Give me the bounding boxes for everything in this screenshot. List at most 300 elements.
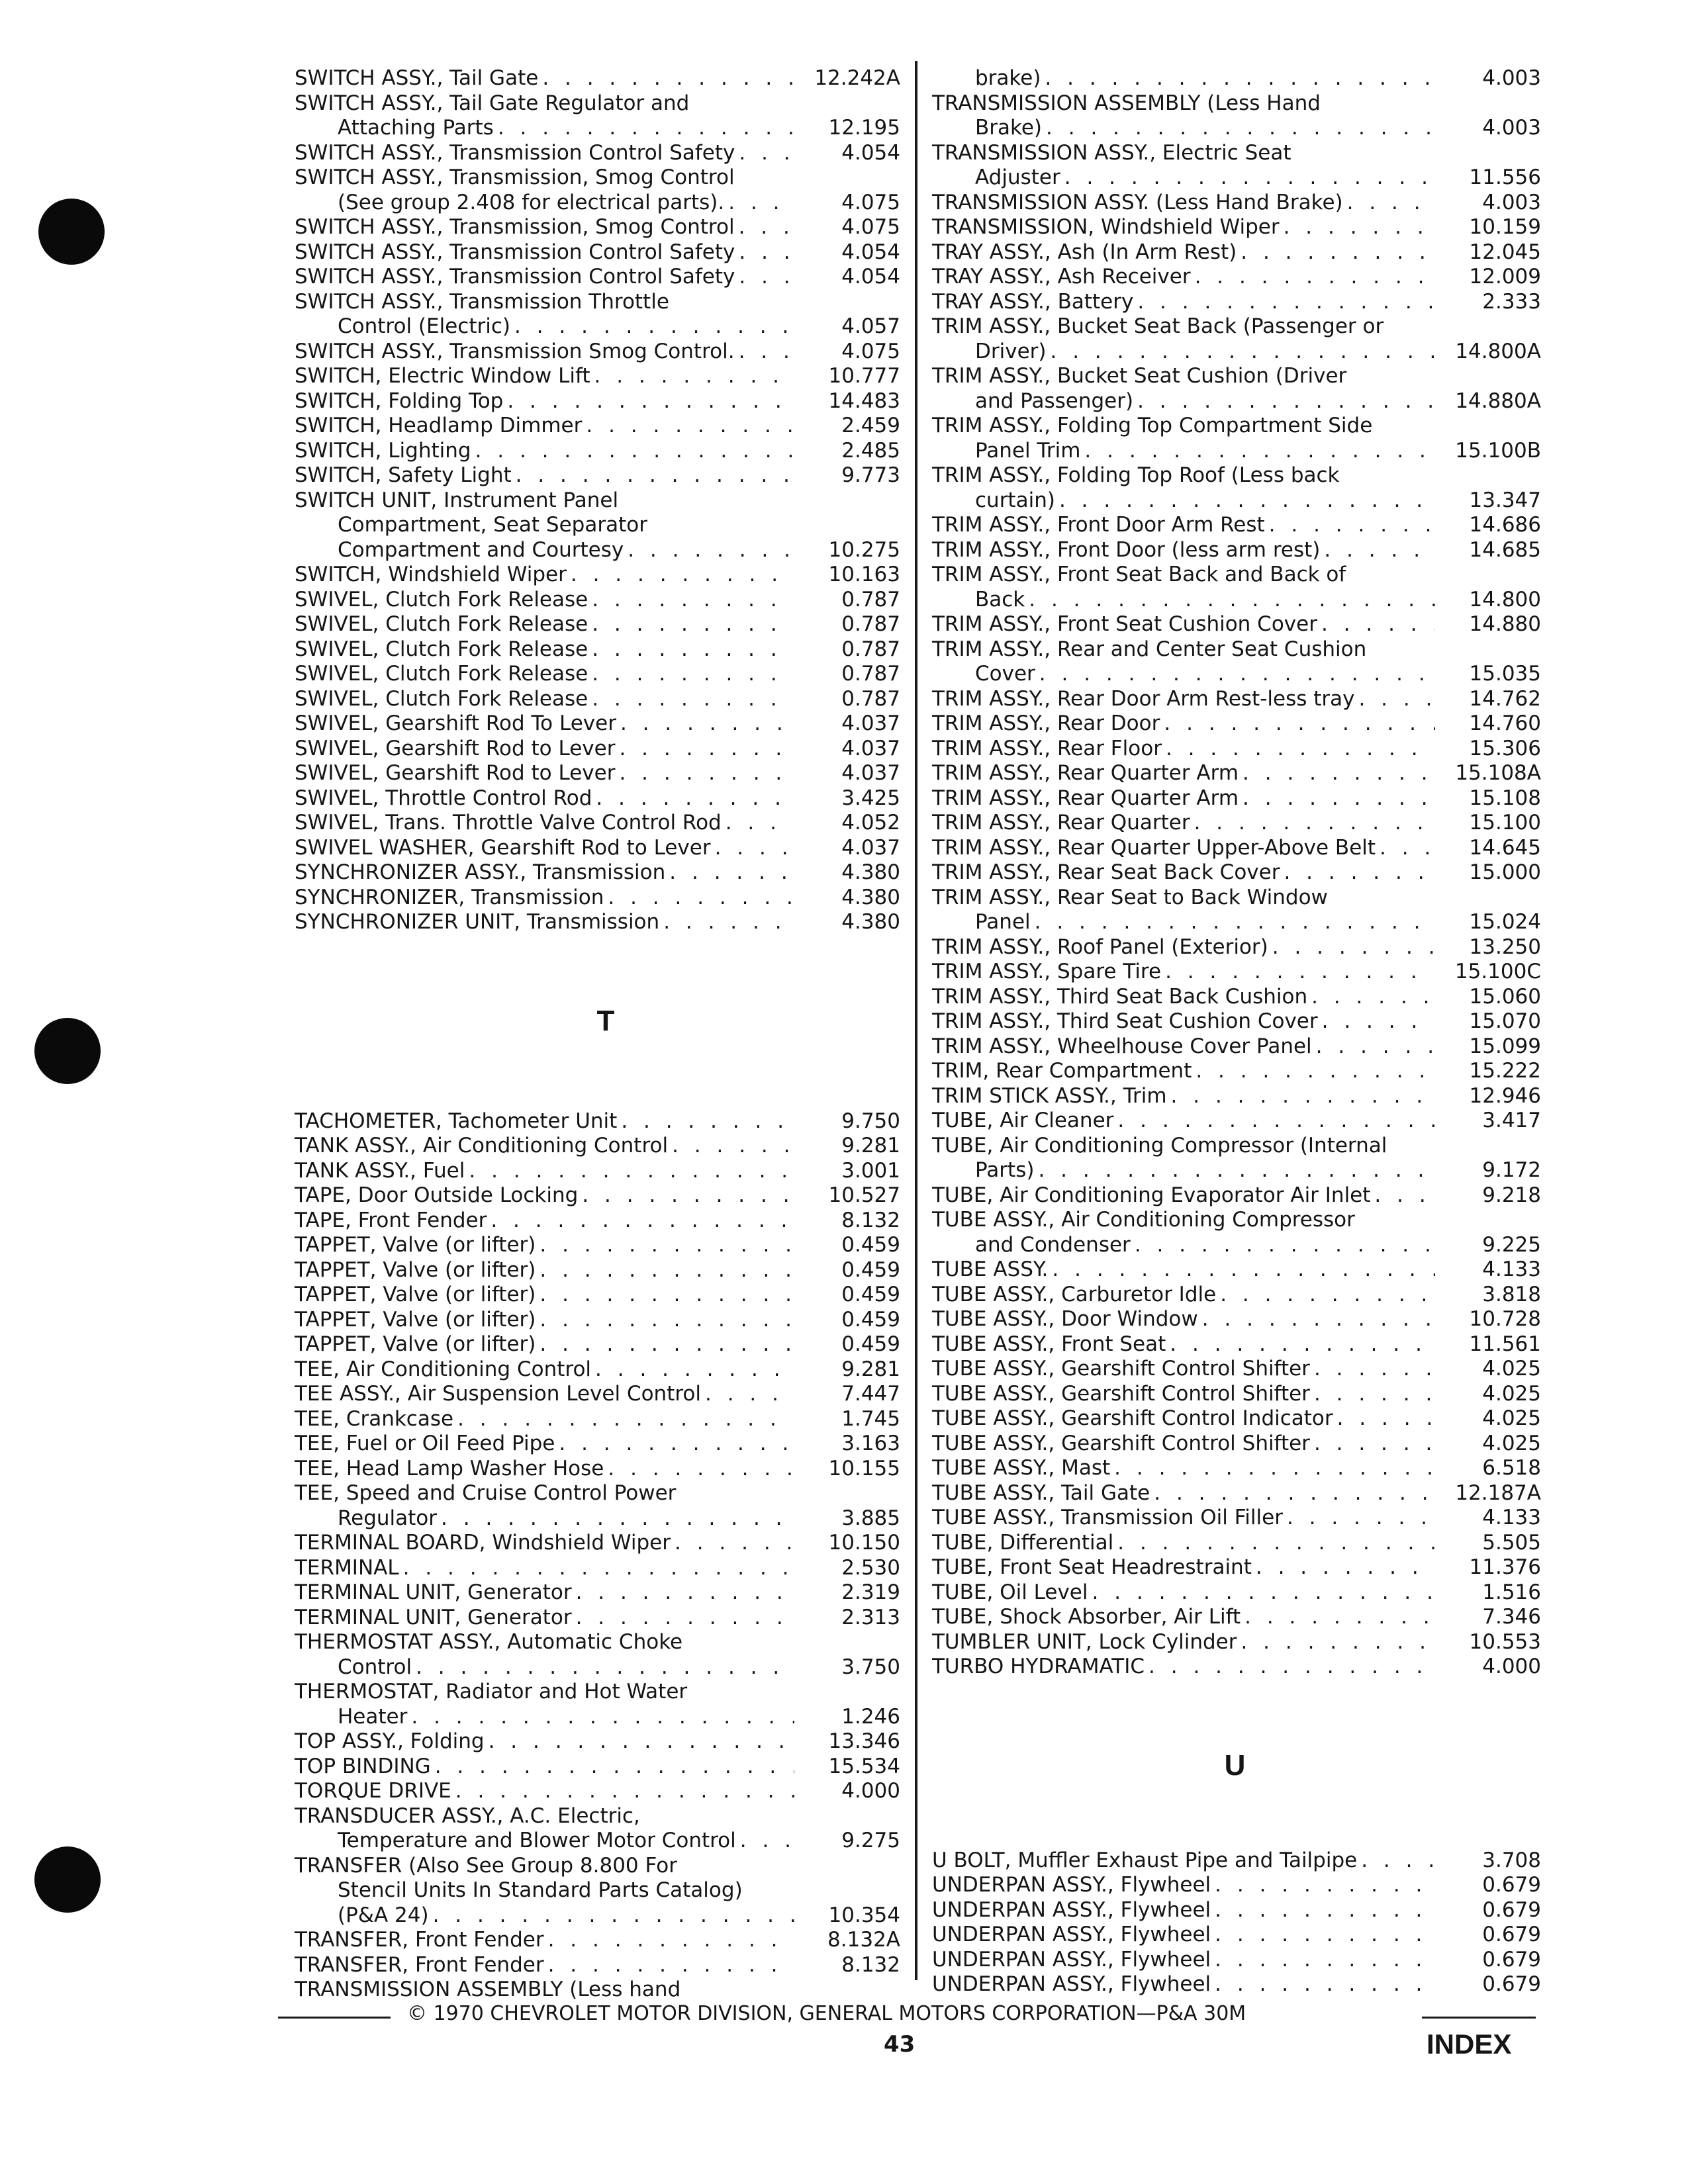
entry-line — [295, 1407, 900, 1432]
entry-line — [932, 786, 1541, 811]
entry-number: 3.417 — [1482, 1109, 1541, 1132]
dot-leader — [1035, 910, 1435, 935]
entry-number: 15.100 — [1469, 811, 1541, 835]
entry-text: Back — [975, 587, 1025, 612]
entry-number: 9.281 — [841, 1134, 900, 1158]
entry-text: TUBE, Air Cleaner — [932, 1109, 1114, 1132]
entry-number: 15.108A — [1455, 761, 1541, 785]
index-entry — [295, 463, 900, 488]
index-entry — [295, 1606, 900, 1631]
dot-leader — [1322, 1009, 1435, 1034]
entry-number: 14.645 — [1469, 835, 1541, 860]
entry-number: 15.222 — [1469, 1059, 1541, 1083]
entry-number: 4.037 — [841, 711, 900, 735]
entry-line — [295, 439, 900, 464]
dot-leader — [1117, 1531, 1435, 1556]
entry-text: Panel — [975, 910, 1031, 934]
entry-line — [295, 1829, 900, 1854]
entry-text: SWIVEL, Gearshift Rod to Lever — [295, 736, 616, 760]
entry-line — [932, 314, 1541, 340]
dot-leader — [592, 687, 794, 712]
entry-number: 4.075 — [841, 215, 900, 239]
index-entry — [932, 463, 1541, 513]
index-entry — [932, 761, 1541, 786]
dot-leader — [592, 662, 794, 687]
entry-line — [932, 1923, 1541, 1948]
entry-number: 4.025 — [1482, 1406, 1541, 1430]
entry-text: SWIVEL, Throttle Control Rod — [295, 786, 592, 810]
entry-line — [295, 1258, 900, 1283]
entry-text: Brake) — [975, 116, 1043, 140]
entry-line — [295, 1308, 900, 1333]
binder-hole-middle — [34, 1018, 101, 1084]
dot-leader — [619, 761, 794, 786]
dot-leader — [1358, 687, 1435, 712]
entry-line — [932, 1009, 1541, 1034]
dot-leader — [1269, 513, 1435, 538]
entry-number: 15.100B — [1455, 438, 1541, 463]
entry-line — [932, 960, 1541, 985]
entry-line — [932, 687, 1541, 712]
entry-text: and Condenser — [975, 1232, 1131, 1257]
entry-line — [295, 1655, 900, 1680]
entry-text: TRIM ASSY., Roof Panel (Exterior) — [932, 934, 1268, 959]
entry-line — [295, 1556, 900, 1581]
dot-leader — [539, 1332, 794, 1357]
entry-line — [295, 240, 900, 265]
index-entry — [295, 1183, 900, 1208]
index-entry — [932, 1580, 1541, 1606]
entry-text: SWITCH ASSY., Tail Gate — [295, 66, 539, 90]
dot-leader — [457, 1407, 794, 1432]
entry-line — [295, 1804, 900, 1829]
dot-leader — [539, 1233, 794, 1258]
entry-text: Control (Electric) — [338, 314, 510, 338]
dot-leader — [1284, 860, 1435, 886]
entry-line — [295, 1382, 900, 1407]
index-entry — [295, 1556, 900, 1581]
index-entry — [932, 1456, 1541, 1481]
entry-number: 4.054 — [841, 265, 900, 289]
entry-line — [295, 66, 900, 91]
entry-line — [932, 1059, 1541, 1084]
index-entry — [295, 1580, 900, 1606]
entry-text: Compartment, Seat Separator — [338, 513, 647, 537]
entry-line — [295, 1481, 900, 1506]
entry-text: TRIM ASSY., Rear Floor — [932, 736, 1162, 760]
entry-line — [295, 265, 900, 290]
index-entry — [932, 1630, 1541, 1655]
entry-text: SWITCH ASSY., Transmission Smog Control. — [295, 339, 735, 363]
entry-line — [295, 1531, 900, 1556]
footer-rule-left — [278, 2017, 391, 2019]
entry-line — [295, 1705, 900, 1730]
entry-number: 15.035 — [1469, 662, 1541, 686]
entry-text: UNDERPAN ASSY., Flywheel — [932, 1873, 1211, 1897]
entry-line — [295, 637, 900, 662]
entry-line — [295, 165, 900, 191]
entry-text: TUBE, Air Conditioning Compressor (Internal — [932, 1133, 1387, 1158]
index-entry — [932, 91, 1541, 141]
dot-leader — [1051, 340, 1436, 365]
entry-line — [932, 488, 1541, 514]
entry-number: 4.025 — [1482, 1431, 1541, 1455]
dot-leader — [1171, 1084, 1435, 1109]
index-entry — [295, 290, 900, 340]
entry-number: 4.057 — [841, 314, 900, 338]
dot-leader — [1038, 1158, 1435, 1183]
index-entry — [295, 1779, 900, 1804]
index-entry — [932, 1923, 1541, 1948]
index-entry — [295, 1481, 900, 1531]
entry-text: TRIM, Rear Compartment — [932, 1059, 1192, 1083]
dot-leader — [1114, 1456, 1435, 1481]
entry-line — [295, 1208, 900, 1234]
dot-leader — [739, 265, 794, 290]
index-entry — [932, 985, 1541, 1010]
entry-text: TUBE ASSY., Gearshift Control Shifter — [932, 1431, 1310, 1455]
entry-line — [932, 1898, 1541, 1923]
entry-text: TAPE, Door Outside Locking — [295, 1183, 579, 1207]
entry-text: SWITCH, Safety Light — [295, 463, 512, 487]
entry-text: UNDERPAN ASSY., Flywheel — [932, 1972, 1211, 1996]
dot-leader — [1039, 662, 1435, 687]
index-entry — [295, 1382, 900, 1407]
entry-text: TUBE ASSY., Tail Gate — [932, 1480, 1150, 1505]
entry-line — [295, 340, 900, 365]
entry-text: Compartment and Courtesy — [338, 537, 624, 562]
entry-number: 9.218 — [1482, 1183, 1541, 1207]
entry-line — [932, 1605, 1541, 1630]
entry-number: 15.099 — [1469, 1034, 1541, 1058]
index-entry — [932, 711, 1541, 737]
entry-line — [932, 886, 1541, 911]
entry-text: TEE, Speed and Cruise Control Power — [295, 1481, 677, 1505]
entry-text: THERMOSTAT ASSY., Automatic Choke — [295, 1630, 683, 1654]
u-entry-list — [932, 1848, 1541, 1997]
entry-line — [295, 463, 900, 488]
entry-line — [932, 910, 1541, 935]
dot-leader — [1215, 1972, 1435, 1997]
entry-line — [295, 886, 900, 911]
entry-number: 2.313 — [841, 1605, 900, 1629]
dot-leader — [675, 1531, 794, 1556]
dot-leader — [1092, 1580, 1436, 1606]
entry-number: 4.037 — [841, 835, 900, 860]
entry-text: TRIM ASSY., Rear Door Arm Rest-less tray — [932, 686, 1355, 711]
entry-line — [295, 1283, 900, 1308]
dot-leader — [559, 1432, 794, 1457]
entry-line — [295, 1953, 900, 1978]
entry-text: SYNCHRONIZER, Transmission — [295, 885, 604, 909]
entry-line — [295, 488, 900, 514]
entry-number: 0.459 — [841, 1307, 900, 1332]
index-entry — [932, 1084, 1541, 1109]
index-entry — [932, 191, 1541, 216]
index-entry — [295, 1134, 900, 1159]
index-entry — [932, 240, 1541, 265]
entry-text: TEE, Fuel or Oil Feed Pipe — [295, 1432, 555, 1455]
index-entry — [932, 1034, 1541, 1060]
entry-number: 0.459 — [841, 1332, 900, 1356]
dot-leader — [1059, 488, 1435, 514]
dot-leader — [669, 860, 794, 886]
entry-number: 9.281 — [841, 1357, 900, 1381]
entry-text: SYNCHRONIZER UNIT, Transmission — [295, 910, 660, 934]
dot-leader — [1195, 265, 1435, 290]
entry-text: Temperature and Blower Motor Control — [338, 1829, 736, 1852]
index-entry — [932, 1183, 1541, 1208]
entry-number: 4.037 — [841, 736, 900, 760]
index-entry — [932, 1972, 1541, 1997]
dot-leader — [475, 439, 794, 464]
index-entry — [932, 1059, 1541, 1084]
entry-text: TRANSMISSION ASSY. (Less Hand Brake) — [932, 190, 1343, 214]
entry-text: TRIM ASSY., Front Door Arm Rest — [932, 513, 1265, 537]
entry-text: TRIM ASSY., Front Seat Back and Back of — [932, 563, 1346, 586]
entry-number: 10.275 — [828, 537, 900, 562]
entry-text: Heater — [338, 1704, 408, 1729]
entry-number: 2.485 — [841, 438, 900, 463]
entry-line — [932, 1406, 1541, 1432]
entry-text: Driver) — [975, 339, 1047, 363]
entry-number: 4.380 — [841, 860, 900, 884]
entry-text: TRANSMISSION ASSY., Electric Seat — [932, 140, 1291, 165]
entry-text: TRANSMISSION ASSEMBLY (Less hand — [295, 1978, 681, 2001]
index-entry — [295, 1233, 900, 1258]
dot-leader — [1052, 1257, 1435, 1283]
entry-text: TAPPET, Valve (or lifter) — [295, 1233, 536, 1257]
entry-line — [932, 563, 1541, 588]
entry-number: 11.376 — [1469, 1555, 1541, 1579]
entry-text: TUBE ASSY., Transmission Oil Filler — [932, 1506, 1283, 1529]
entry-number: 2.319 — [841, 1580, 900, 1604]
t-entry-list — [295, 1109, 900, 2003]
entry-line — [295, 811, 900, 836]
entry-text: TAPE, Front Fender — [295, 1208, 487, 1232]
dot-leader — [1166, 737, 1435, 762]
index-entry — [932, 836, 1541, 861]
index-entry — [295, 662, 900, 687]
entry-line — [295, 389, 900, 414]
entry-number: 8.132A — [827, 1928, 900, 1952]
dot-leader — [1241, 240, 1435, 265]
entry-number: 15.100C — [1454, 960, 1541, 983]
dot-leader — [592, 588, 794, 613]
index-entry — [295, 1332, 900, 1357]
entry-number: 2.530 — [841, 1555, 900, 1580]
entry-text: TRIM ASSY., Rear Quarter Arm — [932, 786, 1239, 810]
entry-line — [932, 637, 1541, 662]
dot-leader — [595, 1357, 794, 1383]
entry-line — [295, 414, 900, 439]
entry-line — [932, 1382, 1541, 1407]
dot-leader — [1196, 1059, 1435, 1084]
entry-line — [932, 1134, 1541, 1159]
entry-line — [295, 563, 900, 588]
entry-text: brake) — [975, 66, 1041, 90]
binder-hole-bottom — [34, 1846, 101, 1913]
index-entry — [932, 786, 1541, 811]
entry-number: 15.000 — [1469, 860, 1541, 884]
index-entry — [932, 215, 1541, 240]
entry-text: TUBE ASSY., Gearshift Control Shifter — [932, 1381, 1310, 1406]
dot-leader — [1215, 1923, 1435, 1948]
index-entry — [295, 1953, 900, 1978]
index-entry — [295, 761, 900, 786]
dot-leader — [705, 1382, 794, 1407]
dot-leader — [582, 1183, 794, 1208]
entry-text: SWIVEL, Clutch Fork Release — [295, 637, 588, 661]
entry-line — [295, 1630, 900, 1655]
entry-line — [295, 538, 900, 563]
dot-leader — [628, 538, 794, 563]
dot-leader — [608, 886, 794, 911]
entry-text: TUBE ASSY., Front Seat — [932, 1332, 1166, 1356]
index-entry — [932, 1506, 1541, 1531]
entry-number: 8.132 — [841, 1952, 900, 1977]
dot-leader — [1170, 1332, 1435, 1357]
dot-leader — [548, 1953, 794, 1978]
index-entry — [295, 1457, 900, 1482]
entry-line — [932, 1630, 1541, 1655]
dot-leader — [576, 1580, 794, 1606]
section-label: INDEX — [1427, 2028, 1512, 2060]
entry-line — [295, 1978, 900, 2003]
entry-line — [932, 1531, 1541, 1556]
dot-leader — [1117, 1109, 1435, 1134]
entry-number: 10.155 — [828, 1456, 900, 1480]
entry-text: TANK ASSY., Fuel — [295, 1158, 465, 1183]
dot-leader — [620, 711, 794, 737]
entry-text: TRIM STICK ASSY., Trim — [932, 1083, 1167, 1108]
index-entry — [932, 141, 1541, 191]
entry-line — [932, 91, 1541, 116]
entry-text: TUBE ASSY., Door Window — [932, 1307, 1198, 1331]
entry-line — [295, 1233, 900, 1258]
entry-text: TAPPET, Valve (or lifter) — [295, 1332, 536, 1356]
entry-line — [932, 935, 1541, 960]
dot-leader — [1029, 588, 1435, 613]
entry-line — [932, 1948, 1541, 1973]
dot-leader — [1337, 1406, 1435, 1432]
entry-number: 0.459 — [841, 1257, 900, 1282]
entry-number: 4.003 — [1482, 66, 1541, 90]
s-entry-list — [295, 66, 900, 935]
entry-line — [295, 1928, 900, 1953]
index-entry — [295, 1680, 900, 1729]
entry-number: 1.745 — [841, 1406, 900, 1431]
entry-line — [295, 711, 900, 737]
entry-number: 4.133 — [1482, 1506, 1541, 1529]
entry-text: UNDERPAN ASSY., Flywheel — [932, 1947, 1211, 1972]
entry-line — [932, 1432, 1541, 1457]
index-entry — [932, 1109, 1541, 1134]
dot-leader — [1361, 1848, 1435, 1874]
entry-line — [295, 1134, 900, 1159]
dot-leader — [539, 1308, 794, 1333]
index-entry — [295, 165, 900, 215]
index-entry — [932, 265, 1541, 290]
entry-line — [295, 737, 900, 762]
entry-text: TRIM ASSY., Rear and Center Seat Cushion — [932, 637, 1367, 661]
entry-line — [295, 1903, 900, 1929]
dot-leader — [594, 364, 794, 389]
entry-text: TRAY ASSY., Battery — [932, 289, 1134, 314]
dot-leader — [1284, 215, 1435, 240]
entry-text: TUBE ASSY., Carburetor Idle — [932, 1282, 1217, 1306]
entry-number: 4.037 — [841, 761, 900, 785]
entry-line — [932, 439, 1541, 464]
entry-number: 4.075 — [841, 190, 900, 214]
index-entry — [295, 1729, 900, 1754]
entry-line — [932, 811, 1541, 836]
dot-leader — [596, 786, 794, 811]
entry-line — [932, 1109, 1541, 1134]
entry-text: TRANSFER, Front Fender — [295, 1952, 544, 1977]
entry-text: TRIM ASSY., Third Seat Cushion Cover — [932, 1009, 1318, 1033]
dot-leader — [739, 215, 794, 240]
index-entry — [295, 91, 900, 141]
index-entry — [932, 1873, 1541, 1898]
entry-line — [932, 513, 1541, 538]
entry-number: 13.346 — [828, 1729, 900, 1753]
entry-line — [932, 165, 1541, 191]
entry-line — [295, 215, 900, 240]
dot-leader — [539, 1283, 794, 1308]
entry-number: 4.054 — [841, 240, 900, 264]
entry-number: 10.163 — [828, 563, 900, 586]
entry-line — [932, 662, 1541, 687]
entry-line — [295, 1729, 900, 1754]
index-entry — [295, 1804, 900, 1854]
entry-text: UNDERPAN ASSY., Flywheel — [932, 1897, 1211, 1922]
entry-line — [932, 364, 1541, 389]
entry-number: 7.346 — [1482, 1605, 1541, 1629]
entry-number: 3.708 — [1482, 1848, 1541, 1872]
entry-text: SWITCH ASSY., Transmission Control Safety — [295, 265, 735, 289]
entry-text: TRIM ASSY., Bucket Seat Back (Passenger or — [932, 314, 1384, 338]
entry-text: TUMBLER UNIT, Lock Cylinder — [932, 1629, 1237, 1654]
entry-text: TRANSFER, Front Fender — [295, 1928, 544, 1952]
index-entry — [295, 1978, 900, 2003]
index-entry — [932, 290, 1541, 315]
index-entry — [295, 1630, 900, 1680]
index-entry — [932, 1655, 1541, 1680]
footer-rule-right — [1422, 2017, 1536, 2019]
entry-number: 14.686 — [1469, 513, 1541, 537]
entry-text: TUBE, Front Seat Headrestraint — [932, 1555, 1252, 1579]
entry-line — [932, 1848, 1541, 1874]
entry-text: TRIM ASSY., Rear Quarter Upper-Above Belt — [932, 835, 1376, 860]
dot-leader — [469, 1159, 794, 1184]
entry-text: TEE ASSY., Air Suspension Level Control — [295, 1382, 702, 1406]
index-entry — [932, 1481, 1541, 1506]
dot-leader — [608, 1457, 794, 1482]
entry-number: 3.001 — [841, 1158, 900, 1183]
entry-number: 12.242A — [814, 66, 900, 90]
dot-leader — [416, 1655, 794, 1680]
entry-number: 15.306 — [1469, 736, 1541, 760]
entry-number: 4.025 — [1482, 1357, 1541, 1381]
entry-text: TUBE, Air Conditioning Evaporator Air Inlet — [932, 1183, 1371, 1207]
entry-text: Adjuster — [975, 165, 1060, 189]
index-entry — [932, 1134, 1541, 1183]
entry-line — [932, 191, 1541, 216]
dot-leader — [586, 414, 794, 439]
entry-line — [932, 1456, 1541, 1481]
entry-text: SWIVEL, Clutch Fork Release — [295, 662, 588, 686]
